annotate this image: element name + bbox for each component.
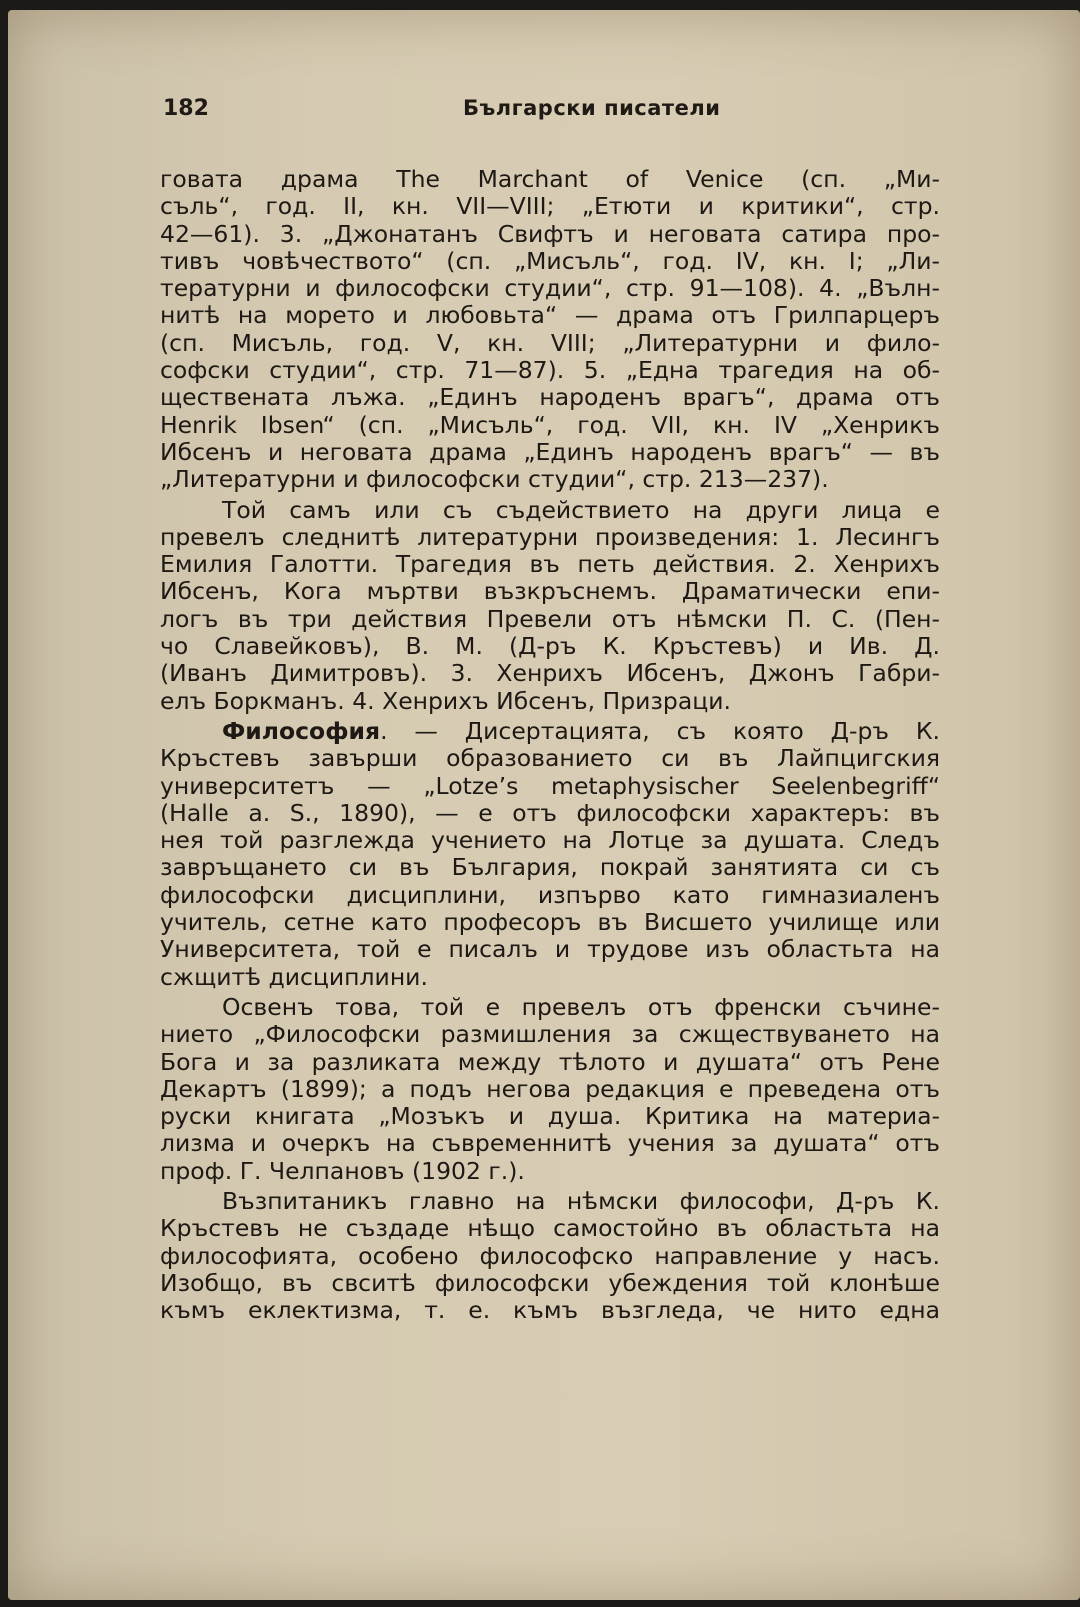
text-line: нието „Философски размишления за сжществуването на	[160, 1020, 940, 1049]
text-line: Емилия Галотти. Трагедия въ петь действия. 2. Хенрихъ	[160, 550, 940, 579]
text-line: превелъ следнитѣ литературни произведения: 1. Лесингъ	[160, 522, 940, 551]
text-line: съль“, год. II, кн. VII—VIII; „Етюти и критики“, стр.	[160, 192, 940, 221]
text-line: завръщането си въ България, покрай занятията си съ	[160, 853, 940, 882]
paragraph-3	[160, 718, 940, 991]
paragraph-5	[160, 1188, 940, 1324]
text-line: логъ въ три действия Превели отъ нѣмски П. С. (Пен-	[160, 604, 940, 633]
text-line	[160, 718, 940, 745]
text-line: софски студии“, стр. 71—87). 5. „Една трагедия на об-	[160, 356, 940, 385]
text-line: ществената лъжа. „Единъ народенъ врагъ“, драма отъ	[160, 383, 940, 412]
text-line: Henrik Ibsen“ (сп. „Мисъль“, год. VII, кн. IV „Хенрикъ	[160, 410, 940, 439]
running-title: Български писатели	[463, 96, 721, 120]
text-line: Възпитаникъ главно на нѣмски философи, Д-ръ К.	[222, 1186, 940, 1215]
text-line: Декартъ (1899); а подъ негова редакция е преведена отъ	[160, 1074, 940, 1103]
text-line: Ибсенъ и неговата драма „Единъ народенъ врагъ“ — въ	[160, 437, 940, 466]
text-line: Освенъ това, той е превелъ отъ френски съчине-	[222, 992, 940, 1021]
text-line: Кръстевъ не създаде нѣщо самостойно въ областьта на	[160, 1214, 940, 1243]
text-line: сжщитѣ дисциплини.	[160, 962, 428, 991]
text-line: чо Славейковъ), В. М. (Д-ръ К. Кръстевъ) и Ив. Д.	[160, 632, 940, 661]
text-line-rest: . — Дисертацията, съ която Д-ръ К.	[380, 716, 940, 745]
text-line: Ибсенъ, Кога мъртви възкръснемъ. Драматически епи-	[160, 577, 940, 606]
paragraph-4	[160, 994, 940, 1185]
paragraph-1	[160, 166, 940, 494]
page-number: 182	[163, 96, 209, 121]
text-line: руски книгата „Мозъкъ и душа. Критика на материа-	[160, 1102, 940, 1131]
text-line: „Литературни и философски студии“, стр. 213—237).	[160, 465, 829, 494]
text-line: философията, особено философско направление у насъ.	[160, 1241, 940, 1270]
book-page	[8, 10, 1080, 1600]
text-line: нитѣ на морето и любовьта“ — драма отъ Грилпарцеръ	[160, 301, 940, 330]
text-line: нея той разглежда учението на Лотце за душата. Следъ	[160, 826, 940, 855]
paragraph-2	[160, 497, 940, 715]
text-line: къмъ еклектизма, т. е. къмъ възгледа, че нито една	[160, 1296, 940, 1325]
text-line: лизма и очеркъ на съвременнитѣ учения за душата“ отъ	[160, 1129, 940, 1158]
body-text	[160, 166, 940, 1324]
text-line: (сп. Мисъль, год. V, кн. VIII; „Литературни и фило-	[160, 328, 940, 357]
text-line: (Иванъ Димитровъ). 3. Хенрихъ Ибсенъ, Джонъ Габри-	[160, 659, 940, 688]
text-line: философски дисциплини, изпърво като гимназиаленъ	[160, 880, 940, 909]
text-line: Кръстевъ завърши образованието си въ Лайпцигския	[160, 744, 940, 773]
text-line: Изобщо, въ свситѣ философски убеждения той клонѣше	[160, 1268, 940, 1297]
text-line: тивъ човѣчеството“ (сп. „Мисъль“, год. IV, кн. I; „Ли-	[160, 246, 940, 275]
section-heading: Философия	[222, 716, 381, 745]
text-line: университетъ — „Lotze’s metaphysischer Seelenbegriff“	[160, 771, 940, 800]
text-line: елъ Боркманъ. 4. Хенрихъ Ибсенъ, Призраци.	[160, 686, 731, 715]
text-line: Бога и за разликата между тѣлото и душата“ отъ Рене	[160, 1047, 940, 1076]
text-line: тературни и философски студии“, стр. 91—108). 4. „Вълн-	[160, 274, 940, 303]
text-line: 42—61). 3. „Джонатанъ Свифтъ и неговата сатира про-	[160, 219, 940, 248]
text-line: Университета, той е писалъ и трудове изъ областьта на	[160, 935, 940, 964]
text-line: Той самъ или съ съдействието на други лица е	[222, 495, 940, 524]
text-line: говата драма The Marchant of Venice (сп. „Ми-	[160, 165, 940, 193]
page-header	[163, 90, 953, 130]
text-line: учитель, сетне като професоръ въ Висшето училище или	[160, 908, 940, 937]
text-line: (Halle a. S., 1890), — е отъ философски характеръ: въ	[160, 798, 940, 827]
text-line: проф. Г. Челпановъ (1902 г.).	[160, 1156, 525, 1185]
